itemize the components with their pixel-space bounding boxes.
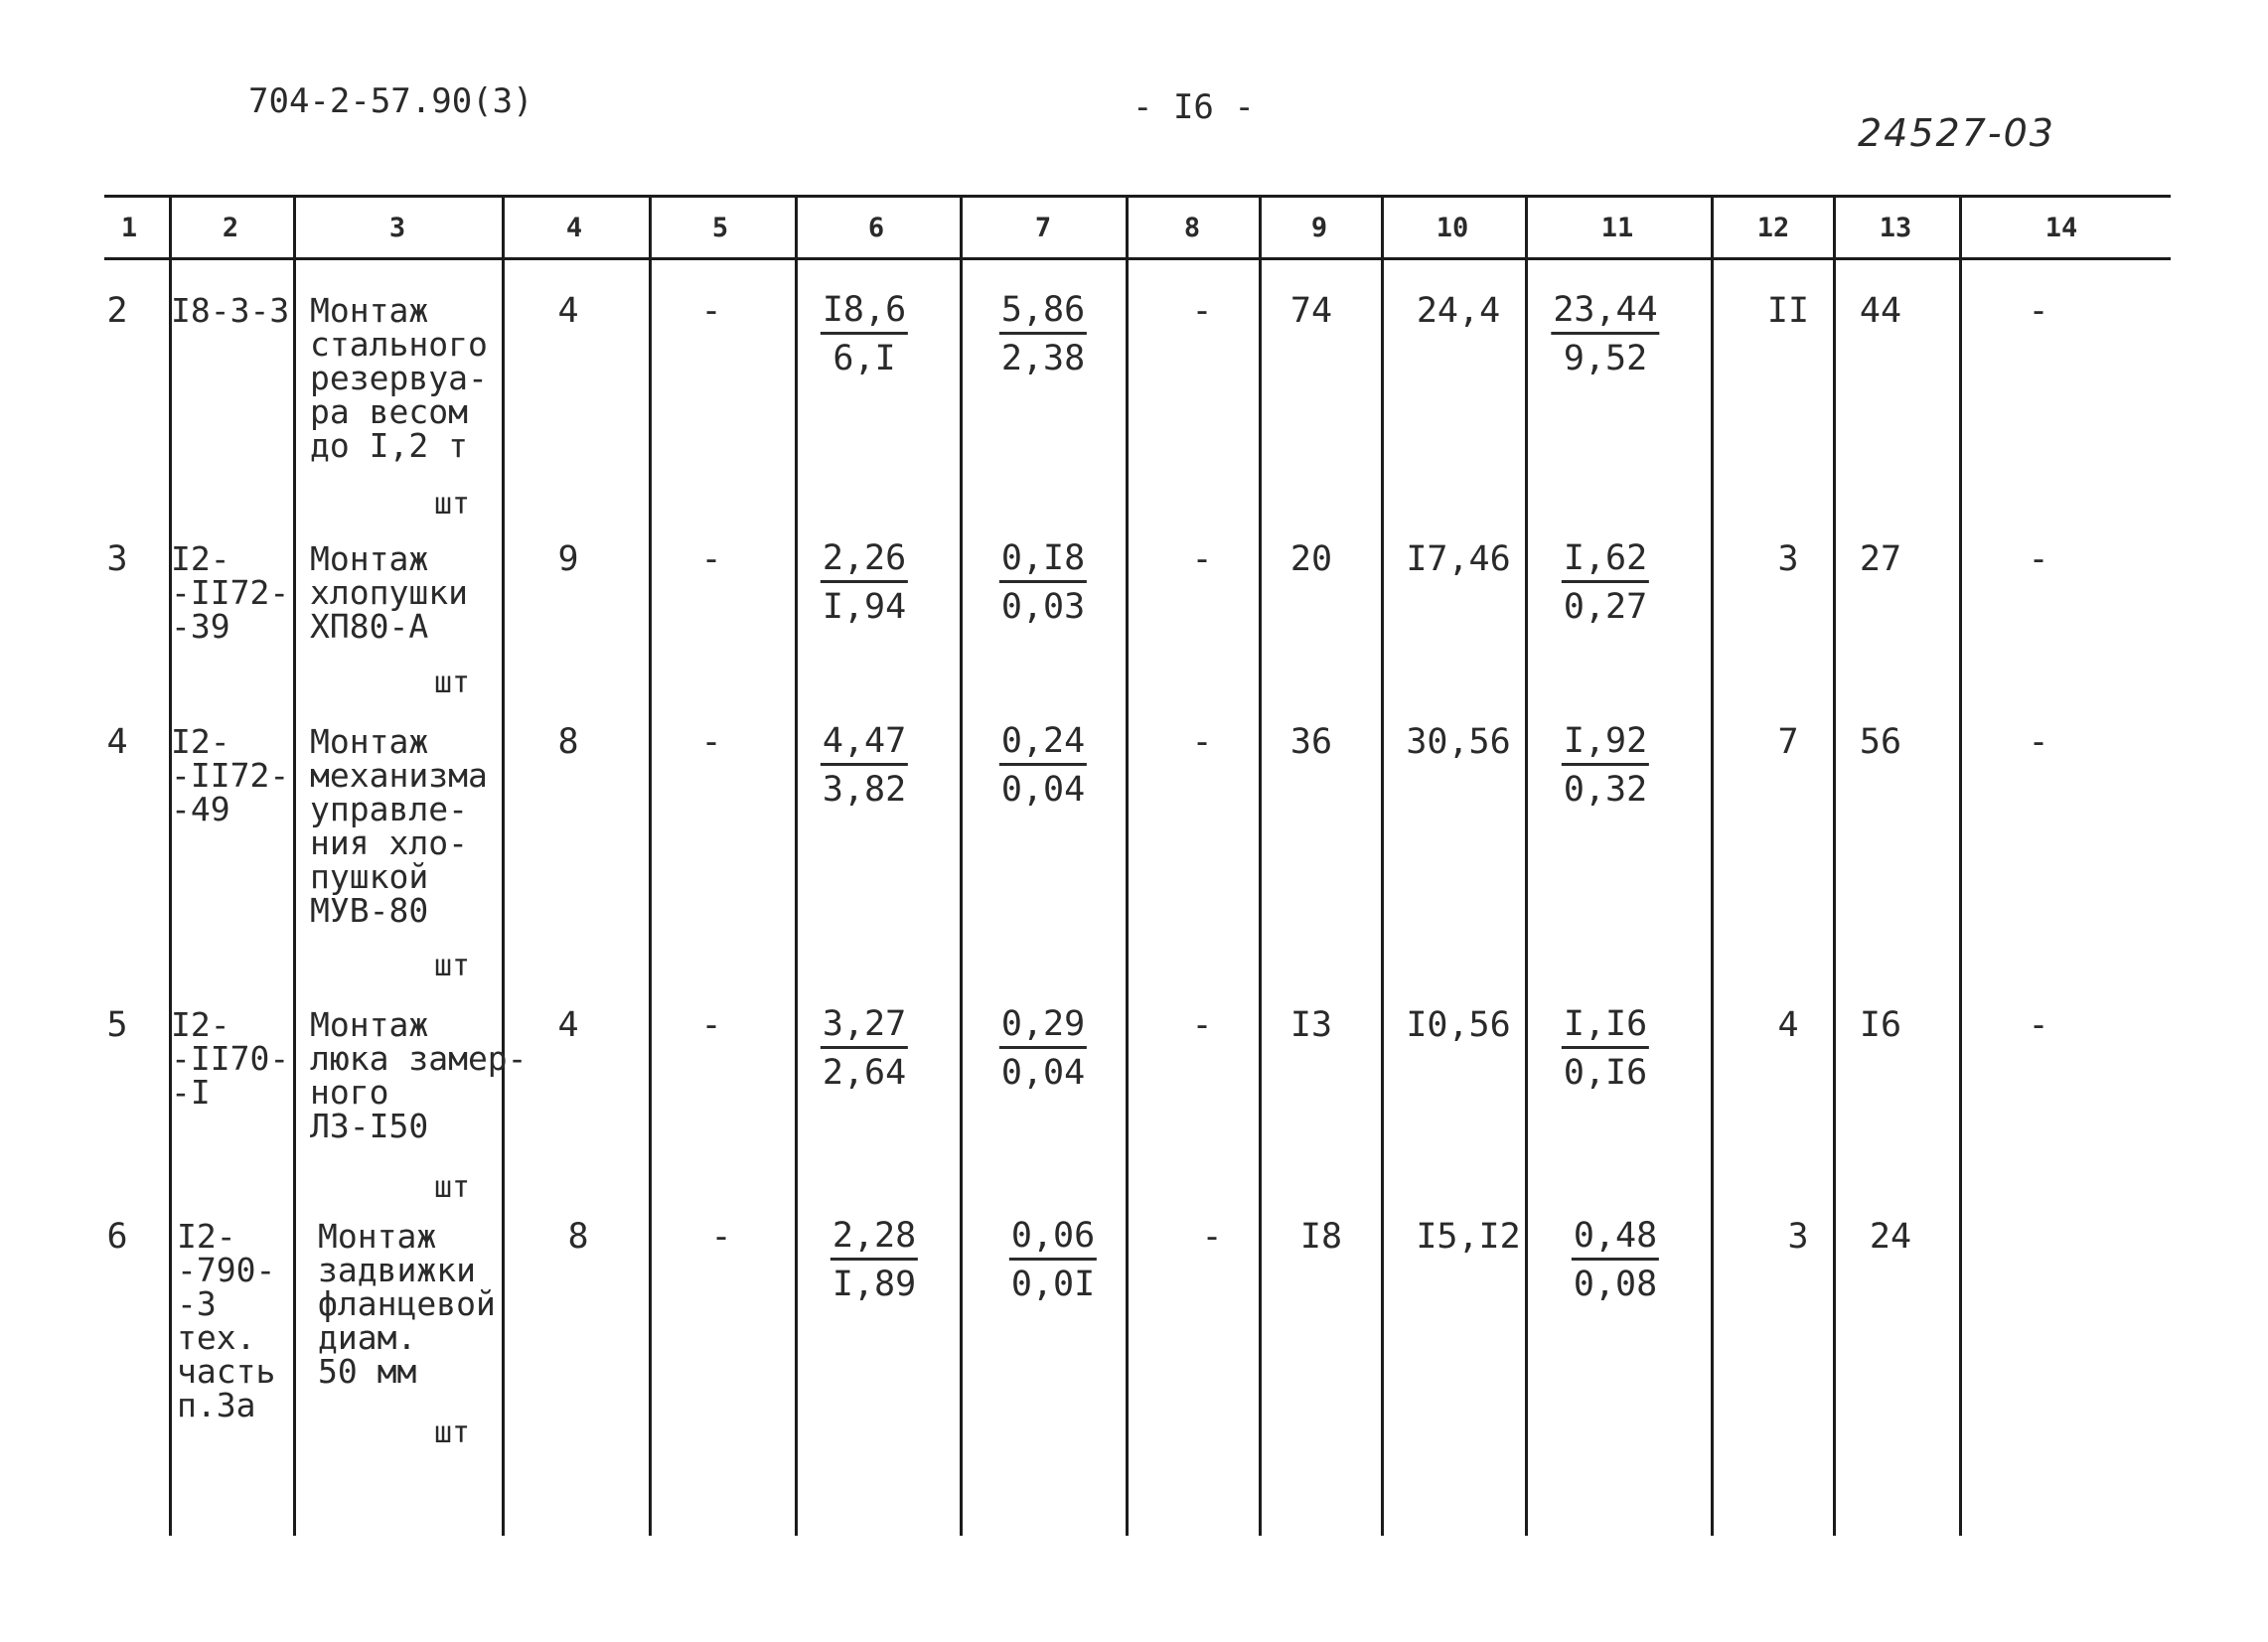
row-1-col9: 74 [1289,291,1333,331]
row-5-col1: 6 [106,1217,128,1257]
row-4-col14: - [2028,1005,2049,1045]
row-1-col3-description: Монтаж стального резервуа- ра весом до I,2 т [310,291,488,465]
row-1-col3-unit: шт [434,487,471,522]
column-divider-13 [1959,195,1962,1536]
row-4-col11-denominator: 0,I6 [1563,1053,1648,1093]
row-4-col8: - [1191,1005,1213,1045]
row-1-col6 [821,286,908,382]
row-3-col14: - [2028,722,2049,762]
column-divider-9 [1381,195,1384,1536]
row-5-col5: - [710,1217,732,1257]
row-4-col10: I0,56 [1406,1005,1511,1045]
row-2-col1: 3 [106,539,128,579]
column-header-5: 5 [711,213,729,243]
row-2-col6-denominator: I,94 [822,587,907,627]
row-1-col7-numerator: 5,86 [999,288,1087,335]
row-5-col12: 3 [1787,1217,1809,1257]
table-header-rule [104,257,2171,260]
row-3-col6-numerator: 4,47 [821,719,908,766]
document-code: 704-2-57.90(3) [248,81,533,121]
row-1-col10: 24,4 [1416,291,1501,331]
row-4-col7-denominator: 0,04 [1000,1053,1086,1093]
column-header-14: 14 [2044,213,2078,243]
row-3-col2-code: I2- -II72- -49 [171,722,290,828]
row-4-col7 [999,1000,1087,1097]
table-top-rule [104,195,2171,198]
row-5-col7 [1009,1212,1097,1308]
row-3-col7 [999,717,1087,814]
row-4-col6-denominator: 2,64 [822,1053,907,1093]
row-4-col12: 4 [1777,1005,1799,1045]
row-4-col11 [1562,1000,1649,1097]
row-4-col4: 4 [557,1005,579,1045]
column-header-2: 2 [222,213,239,243]
row-4-col9: I3 [1289,1005,1333,1045]
row-5-col6-denominator: I,89 [832,1265,917,1304]
row-2-col2-code: I2- -II72- -39 [171,539,290,646]
row-5-col11-numerator: 0,48 [1572,1214,1659,1261]
column-divider-7 [1126,195,1129,1536]
inventory-number: 24527-03 [1858,111,2055,155]
column-header-12: 12 [1756,213,1790,243]
row-2-col6-numerator: 2,26 [821,536,908,583]
column-divider-3 [502,195,505,1536]
row-5-col8: - [1201,1217,1223,1257]
column-header-9: 9 [1310,213,1328,243]
row-2-col12: 3 [1777,539,1799,579]
row-4-col3-description: Монтаж люка замер- ного ЛЗ-I50 [310,1005,528,1145]
column-header-10: 10 [1436,213,1469,243]
row-1-col11-numerator: 23,44 [1551,288,1659,335]
row-5-col3-unit: шт [434,1416,471,1450]
page-number: - I6 - [1133,87,1255,127]
column-divider-1 [169,195,172,1536]
column-divider-5 [795,195,798,1536]
row-2-col13: 27 [1859,539,1902,579]
row-5-col7-denominator: 0,0I [1010,1265,1096,1304]
row-2-col9: 20 [1289,539,1333,579]
row-1-col5: - [700,291,722,331]
column-divider-8 [1259,195,1262,1536]
row-1-col7-denominator: 2,38 [1000,339,1086,378]
row-2-col3-description: Монтаж хлопушки ХП80-А [310,539,468,646]
row-2-col11-numerator: I,62 [1562,536,1649,583]
row-3-col5: - [700,722,722,762]
row-4-col11-numerator: I,I6 [1562,1002,1649,1049]
row-3-col10: 30,56 [1406,722,1511,762]
row-5-col11-denominator: 0,08 [1573,1265,1658,1304]
column-header-1: 1 [120,213,138,243]
row-5-col13: 24 [1869,1217,1912,1257]
row-5-col9: I8 [1299,1217,1343,1257]
row-5-col11 [1572,1212,1659,1308]
row-1-col2-code: I8-3-3 [171,291,290,330]
column-header-4: 4 [565,213,583,243]
column-header-8: 8 [1183,213,1201,243]
row-3-col7-numerator: 0,24 [999,719,1087,766]
row-1-col12: II [1766,291,1810,331]
column-divider-2 [293,195,296,1536]
row-1-col4: 4 [557,291,579,331]
row-3-col8: - [1191,722,1213,762]
column-divider-10 [1525,195,1528,1536]
row-3-col6-denominator: 3,82 [822,770,907,810]
row-5-col10: I5,I2 [1416,1217,1521,1257]
row-1-col1: 2 [106,291,128,331]
row-2-col10: I7,46 [1406,539,1511,579]
row-4-col13: I6 [1859,1005,1902,1045]
row-2-col7-numerator: 0,I8 [999,536,1087,583]
row-3-col11-denominator: 0,32 [1563,770,1648,810]
column-header-7: 7 [1034,213,1052,243]
row-3-col11 [1562,717,1649,814]
row-3-col7-denominator: 0,04 [1000,770,1086,810]
row-4-col3-unit: шт [434,1170,471,1205]
column-header-6: 6 [867,213,885,243]
row-2-col14: - [2028,539,2049,579]
row-2-col8: - [1191,539,1213,579]
row-3-col11-numerator: I,92 [1562,719,1649,766]
row-3-col4: 8 [557,722,579,762]
row-3-col13: 56 [1859,722,1902,762]
row-3-col1: 4 [106,722,128,762]
column-header-13: 13 [1879,213,1912,243]
row-2-col7 [999,534,1087,631]
row-5-col6 [831,1212,918,1308]
row-5-col7-numerator: 0,06 [1009,1214,1097,1261]
row-1-col14: - [2028,291,2049,331]
row-3-col6 [821,717,908,814]
row-5-col4: 8 [567,1217,589,1257]
row-2-col3-unit: шт [434,666,471,700]
row-2-col11-denominator: 0,27 [1563,587,1648,627]
row-4-col7-numerator: 0,29 [999,1002,1087,1049]
row-5-col6-numerator: 2,28 [831,1214,918,1261]
row-1-col11-denominator: 9,52 [1563,339,1648,378]
column-divider-12 [1833,195,1836,1536]
row-4-col2-code: I2- -II70- -I [171,1005,290,1112]
row-3-col3-unit: шт [434,949,471,983]
column-divider-4 [649,195,652,1536]
row-4-col5: - [700,1005,722,1045]
column-header-11: 11 [1600,213,1634,243]
row-1-col6-numerator: I8,6 [821,288,908,335]
column-header-3: 3 [388,213,406,243]
column-divider-6 [960,195,963,1536]
row-3-col12: 7 [1777,722,1799,762]
row-3-col9: 36 [1289,722,1333,762]
row-2-col5: - [700,539,722,579]
row-5-col3-description: Монтаж задвижки фланцевой диам. 50 мм [318,1217,496,1391]
column-divider-11 [1711,195,1714,1536]
row-1-col11 [1551,286,1659,382]
row-2-col6 [821,534,908,631]
row-1-col8: - [1191,291,1213,331]
row-1-col7 [999,286,1087,382]
row-1-col13: 44 [1859,291,1902,331]
row-1-col6-denominator: 6,I [832,339,896,378]
row-5-col2-code: I2- -790- -3 тех. часть п.3а [177,1217,276,1424]
row-4-col1: 5 [106,1005,128,1045]
row-2-col11 [1562,534,1649,631]
row-3-col3-description: Монтаж механизма управле- ния хло- пушкой МУВ-80 [310,722,488,930]
row-2-col4: 9 [557,539,579,579]
row-4-col6 [821,1000,908,1097]
row-2-col7-denominator: 0,03 [1000,587,1086,627]
row-4-col6-numerator: 3,27 [821,1002,908,1049]
